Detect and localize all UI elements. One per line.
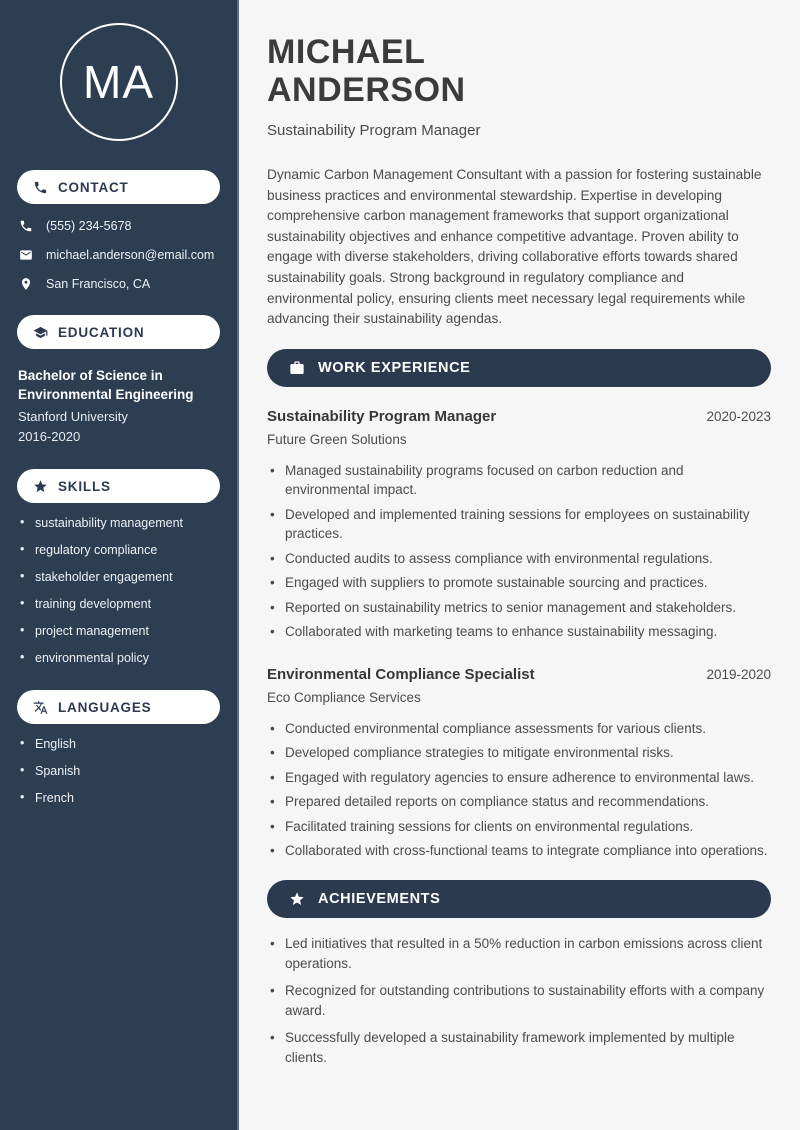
contact-email-value: michael.anderson@email.com — [46, 248, 215, 262]
contact-phone-value: (555) 234-5678 — [46, 219, 132, 233]
contact-location — [17, 277, 220, 291]
star-icon — [33, 479, 48, 494]
education-degree: Bachelor of Science in Environmental Engineering — [18, 368, 194, 402]
current-job-title: Sustainability Program Manager — [267, 122, 481, 139]
job-bullet: • Facilitated training sessions for clients on environmental regulations. — [267, 817, 771, 837]
job-title: Environmental Compliance Specialist — [267, 665, 535, 683]
job-bullet: • Engaged with regulatory agencies to ensure adherence to environmental laws. — [267, 768, 771, 788]
education-years: 2016-2020 — [18, 429, 81, 444]
phone-icon — [19, 219, 33, 233]
work-experience-section-label: WORK EXPERIENCE — [318, 359, 471, 376]
name-line1: MICHAEL — [267, 33, 426, 71]
skills-section-label: SKILLS — [58, 478, 111, 494]
languages-section-label: LANGUAGES — [58, 699, 152, 715]
job-bullet: • Conducted audits to assess compliance with environmental regulations. — [267, 549, 771, 569]
skill-item: • sustainability management — [17, 516, 220, 530]
briefcase-icon — [289, 360, 305, 376]
summary-paragraph: Dynamic Carbon Management Consultant with a passion for fostering sustainable business practices and environmental stewardship. Expertise in developing comprehensive carbon management frameworks that support organizational sustainability objectives and enhance competitive advantage. Proven ability to engage with diverse stakeholders, driving collaborative efforts towards shared sustainability goals. Strong background in regulatory compliance and environmental policy, ensuring clients meet necessary legal requirements while advancing their sustainability agendas. — [267, 167, 762, 327]
education-entry — [17, 366, 220, 444]
education-section-header — [17, 315, 220, 349]
job-bullet: • Conducted environmental compliance assessments for various clients. — [267, 719, 771, 739]
skill-item: • regulatory compliance — [17, 543, 220, 557]
job-bullet: • Developed and implemented training sessions for employees on sustainability practices. — [267, 505, 771, 544]
contact-section-label: CONTACT — [58, 179, 129, 195]
language-item: • Spanish — [17, 764, 220, 778]
phone-icon — [33, 180, 48, 195]
skill-item: • project management — [17, 624, 220, 638]
job-header — [267, 408, 771, 425]
job-bullet: • Prepared detailed reports on compliance status and recommendations. — [267, 792, 771, 812]
job-title: Sustainability Program Manager — [267, 407, 497, 425]
job-bullet: • Collaborated with cross-functional teams to integrate compliance into operations. — [267, 841, 771, 861]
work-experience-section-header — [267, 349, 771, 387]
resume-main — [239, 0, 800, 1130]
language-item: • English — [17, 737, 220, 751]
achievements-list — [267, 934, 771, 1068]
page-title — [267, 33, 771, 109]
job-bullet: • Collaborated with marketing teams to enhance sustainability messaging. — [267, 622, 771, 642]
job-company: Future Green Solutions — [267, 431, 407, 447]
job-bullet: • Managed sustainability programs focused on carbon reduction and environmental impact. — [267, 461, 771, 500]
languages-list — [17, 737, 220, 805]
job-company: Eco Compliance Services — [267, 689, 421, 705]
contact-location-value: San Francisco, CA — [46, 277, 151, 291]
job-bullet-list — [267, 719, 771, 861]
contact-list — [17, 219, 220, 291]
skills-list — [17, 516, 220, 665]
achievement-bullet: • Successfully developed a sustainability framework implemented by multiple clients. — [267, 1028, 771, 1068]
skills-section-header — [17, 469, 220, 503]
contact-email — [17, 248, 220, 262]
education-section-label: EDUCATION — [58, 324, 145, 340]
language-item: • French — [17, 791, 220, 805]
education-school: Stanford University — [18, 409, 128, 424]
avatar-initials: MA — [83, 56, 154, 108]
job-bullet: • Reported on sustainability metrics to senior management and stakeholders. — [267, 598, 771, 618]
translate-icon — [33, 700, 48, 715]
star-icon — [289, 891, 305, 907]
job-dates: 2020-2023 — [706, 408, 771, 424]
skill-item: • training development — [17, 597, 220, 611]
job-bullet: • Engaged with suppliers to promote sustainable sourcing and practices. — [267, 573, 771, 593]
achievements-section-header — [267, 880, 771, 918]
skill-item: • environmental policy — [17, 651, 220, 665]
job-bullet: • Developed compliance strategies to mitigate environmental risks. — [267, 743, 771, 763]
contact-section-header — [17, 170, 220, 204]
job-dates: 2019-2020 — [706, 666, 771, 682]
languages-section-header — [17, 690, 220, 724]
location-icon — [19, 277, 33, 291]
job-bullet-list — [267, 461, 771, 642]
avatar — [60, 23, 178, 141]
graduation-cap-icon — [33, 325, 48, 340]
sidebar — [0, 0, 239, 1130]
skill-item: • stakeholder engagement — [17, 570, 220, 584]
achievement-bullet: • Led initiatives that resulted in a 50% reduction in carbon emissions across client operations. — [267, 934, 771, 974]
achievement-bullet: • Recognized for outstanding contributions to sustainability efforts with a company award. — [267, 981, 771, 1021]
achievements-section-label: ACHIEVEMENTS — [318, 890, 441, 907]
job-header — [267, 666, 771, 683]
contact-phone — [17, 219, 220, 233]
email-icon — [19, 248, 33, 262]
name-line2: ANDERSON — [267, 71, 466, 109]
